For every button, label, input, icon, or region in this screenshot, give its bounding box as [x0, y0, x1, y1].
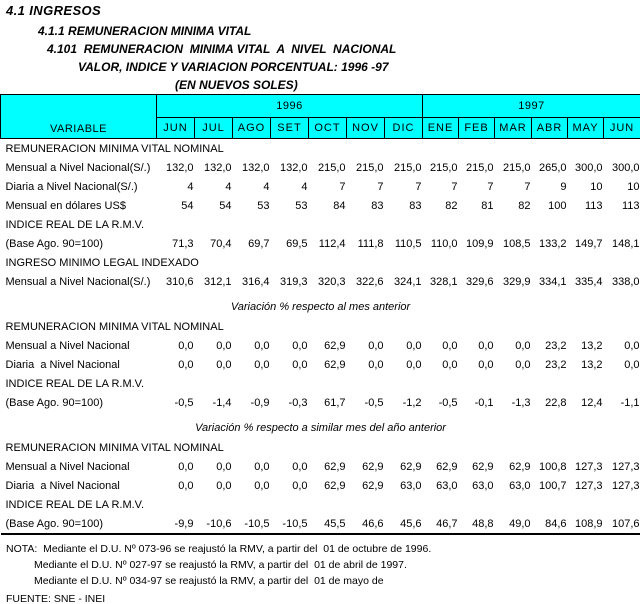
cell-value: 100: [548, 199, 567, 212]
fuente-line: FUENTE: SNE - INEI: [6, 593, 106, 604]
cell-value: -1,4: [212, 396, 232, 409]
cell-value: 0,0: [216, 339, 232, 352]
cell-value: 63,0: [509, 479, 531, 492]
cell-value: 7: [451, 180, 458, 193]
cell-value: 45,6: [385, 514, 423, 534]
table-row-data: [1, 158, 640, 177]
month-header-1996-ago: AGO: [233, 118, 271, 139]
row-label: Mensual a Nivel Nacional(S/.): [5, 161, 151, 174]
cell-value: 9: [560, 180, 567, 193]
table-row-data: [1, 272, 640, 291]
section-label: REMUNERACION MINIMA VITAL NOMINAL: [5, 142, 224, 155]
cell-value: 7: [377, 180, 384, 193]
table-header: [1, 95, 640, 139]
cell-value: -10,5: [271, 514, 309, 534]
cell-value: 46,6: [347, 514, 385, 534]
cell-value: 62,9: [472, 460, 494, 473]
month-header-1997-may: MAY: [568, 118, 604, 139]
cell-value: 4: [225, 180, 232, 193]
row-label: Diaria a Nivel Nacional: [5, 358, 120, 371]
cell-value: 329,6: [466, 275, 494, 288]
table-row-section: [1, 438, 640, 457]
cell-value: 113: [622, 199, 640, 212]
cell-value: -0,5: [174, 396, 194, 409]
cell-value: 54: [219, 199, 232, 212]
cell-value: 0,0: [292, 339, 308, 352]
cell-value: 7: [339, 180, 346, 193]
row-label: Diaria a Nivel Nacional(S/.): [5, 180, 138, 193]
section-label: INDICE REAL DE LA R.M.V.: [5, 498, 145, 511]
cell-value: 133,2: [539, 237, 567, 250]
cell-value: 109,9: [466, 237, 494, 250]
row-label: Mensual a Nivel Nacional: [5, 339, 130, 352]
cell-value: 7: [524, 180, 531, 193]
cell-value: 13,2: [581, 339, 603, 352]
note-line: [6, 541, 640, 557]
cell-value: 48,8: [459, 514, 495, 534]
cell-value: 81: [481, 199, 494, 212]
cell-value: 0,0: [368, 339, 384, 352]
table-row-section: [1, 253, 640, 272]
cell-value: 4: [301, 180, 308, 193]
cell-value: 0,0: [254, 339, 270, 352]
cell-value: 215,0: [430, 161, 458, 174]
cell-value: 0,0: [515, 339, 531, 352]
cell-value: -0,1: [474, 396, 494, 409]
section-label: INDICE REAL DE LA R.M.V.: [5, 218, 145, 231]
table-row-section: [1, 495, 640, 514]
cell-value: 7: [487, 180, 494, 193]
cell-value: 112,4: [318, 237, 346, 250]
cell-value: 70,4: [210, 237, 232, 250]
month-header-1996-set: SET: [271, 118, 309, 139]
cell-value: 329,9: [503, 275, 531, 288]
title-block: [0, 0, 640, 94]
table-row-section: [1, 215, 640, 234]
row-label: Mensual a Nivel Nacional(S/.): [5, 275, 151, 288]
cell-value: 0,0: [442, 339, 458, 352]
row-label: Mensual a Nivel Nacional: [5, 460, 130, 473]
cell-value: 324,1: [394, 275, 422, 288]
table-row-section: [1, 374, 640, 393]
year-header-1997: 1997: [423, 95, 640, 118]
cell-value: 335,4: [575, 275, 603, 288]
cell-value: -0,9: [250, 396, 270, 409]
table-row-subtitle: [1, 418, 640, 438]
table-row-data: [1, 514, 640, 534]
cell-value: 0,0: [178, 479, 194, 492]
table-row-data: [1, 234, 640, 253]
cell-value: 100,7: [539, 479, 567, 492]
cell-value: 107,6: [604, 514, 640, 534]
table-row-subtitle: [1, 297, 640, 317]
cell-value: 108,5: [503, 237, 531, 250]
nota-label: NOTA:: [6, 543, 38, 555]
cell-value: 63,0: [472, 479, 494, 492]
note-line: Mediante el D.U. Nº 027-97 se reajustó la RMV, a partir del 01 de abril de 1997.: [34, 559, 407, 571]
cell-value: 0,0: [478, 358, 494, 371]
cell-value: 62,9: [362, 460, 384, 473]
row-label: (Base Ago. 90=100): [1, 514, 157, 534]
cell-value: 0,0: [624, 339, 640, 352]
cell-value: 12,4: [581, 396, 603, 409]
cell-value: 23,2: [545, 339, 567, 352]
cell-value: 0,0: [254, 358, 270, 371]
cell-value: 265,0: [539, 161, 567, 174]
cell-value: 63,0: [436, 479, 458, 492]
cell-value: 62,9: [362, 479, 384, 492]
cell-value: 0,0: [292, 479, 308, 492]
cell-value: 62,9: [324, 479, 346, 492]
cell-value: 0,0: [624, 358, 640, 371]
variation-subtitle: Variación % respecto al mes anterior: [230, 301, 411, 313]
row-label: (Base Ago. 90=100): [5, 237, 104, 250]
table-description: VALOR, INDICE Y VARIACION PORCENTUAL: 1996 -97: [78, 60, 389, 74]
cell-value: 71,3: [172, 237, 194, 250]
table-row-data: [1, 196, 640, 215]
section-label: INDICE REAL DE LA R.M.V.: [5, 377, 145, 390]
cell-value: 312,1: [203, 275, 232, 288]
section-number-title: 4.1 INGRESOS: [6, 3, 102, 18]
cell-value: 46,7: [423, 514, 459, 534]
variable-column-header: VARIABLE: [1, 95, 157, 139]
cell-value: -1,1: [620, 396, 640, 409]
section-label: REMUNERACION MINIMA VITAL NOMINAL: [5, 441, 224, 454]
subsection-title: 4.1.1 REMUNERACION MINIMA VITAL: [38, 24, 252, 38]
cell-value: 54: [181, 199, 194, 212]
cell-value: 127,3: [612, 460, 640, 473]
cell-value: 215,0: [466, 161, 494, 174]
cell-value: 0,0: [478, 339, 494, 352]
cell-value: 10: [590, 180, 603, 193]
cell-value: 0,0: [292, 358, 308, 371]
cell-value: 82: [445, 199, 458, 212]
cell-value: 61,7: [324, 396, 346, 409]
cell-value: 63,0: [400, 479, 422, 492]
year-header-row: [1, 95, 640, 118]
cell-value: 132,0: [203, 161, 232, 174]
cell-value: 110,0: [430, 237, 458, 250]
month-header-1997-mar: MAR: [495, 118, 532, 139]
cell-value: 0,0: [216, 358, 232, 371]
cell-value: 319,3: [279, 275, 308, 288]
cell-value: 215,0: [355, 161, 384, 174]
month-header-1996-oct: OCT: [309, 118, 347, 139]
cell-value: 0,0: [254, 460, 270, 473]
cell-value: -0,5: [364, 396, 384, 409]
cell-value: 62,9: [509, 460, 531, 473]
cell-value: 300,0: [575, 161, 603, 174]
cell-value: 13,2: [581, 358, 603, 371]
cell-value: 310,6: [165, 275, 194, 288]
row-label: (Base Ago. 90=100): [5, 396, 104, 409]
cell-value: 0,0: [216, 479, 232, 492]
cell-value: -10,6: [195, 514, 233, 534]
rmv-table: [0, 94, 640, 535]
cell-value: 4: [263, 180, 270, 193]
cell-value: 215,0: [317, 161, 346, 174]
cell-value: 132,0: [241, 161, 270, 174]
cell-value: 316,4: [241, 275, 270, 288]
cell-value: 53: [257, 199, 270, 212]
cell-value: 0,0: [442, 358, 458, 371]
cell-value: 82: [518, 199, 531, 212]
cell-value: 0,0: [216, 460, 232, 473]
cell-value: 0,0: [178, 460, 194, 473]
table-row-section: [1, 139, 640, 159]
cell-value: 62,9: [324, 339, 346, 352]
cell-value: 334,1: [539, 275, 567, 288]
section-label: REMUNERACION MINIMA VITAL NOMINAL: [5, 320, 224, 333]
cell-value: 108,9: [568, 514, 604, 534]
cell-value: 322,6: [355, 275, 384, 288]
cell-value: 62,9: [436, 460, 458, 473]
cell-value: 0,0: [292, 460, 308, 473]
month-header-1996-jul: JUL: [195, 118, 233, 139]
notes-block: [0, 541, 640, 604]
cell-value: 62,9: [324, 358, 346, 371]
cell-value: 127,3: [575, 460, 603, 473]
note-text: Mediante el D.U. Nº 073-96 se reajustó la RMV, a partir del 01 de octubre de 1996.: [43, 543, 432, 555]
cell-value: -1,3: [511, 396, 531, 409]
month-header-1996-dic: DIC: [385, 118, 423, 139]
row-label: Diaria a Nivel Nacional: [5, 479, 120, 492]
cell-value: -0,3: [288, 396, 308, 409]
cell-value: 53: [295, 199, 308, 212]
cell-value: 0,0: [178, 358, 194, 371]
cell-value: 62,9: [324, 460, 346, 473]
cell-value: 127,3: [612, 479, 640, 492]
cell-value: 4: [187, 180, 194, 193]
cell-value: -0,5: [438, 396, 458, 409]
table-row-data: [1, 177, 640, 196]
note-line: Mediante el D.U. Nº 034-97 se reajustó la RMV, a partir del 01 de mayo de: [34, 575, 384, 587]
cell-value: 320,3: [317, 275, 346, 288]
month-header-1997-ene: ENE: [423, 118, 459, 139]
cell-value: 149,7: [575, 237, 603, 250]
month-header-1996-nov: NOV: [347, 118, 385, 139]
row-label: Mensual en dólares US$: [5, 199, 126, 212]
cell-value: -9,9: [157, 514, 195, 534]
table-number-title: 4.101 REMUNERACION MINIMA VITAL A NIVEL NACIONAL: [47, 42, 397, 56]
cell-value: 0,0: [515, 358, 531, 371]
cell-value: 69,7: [248, 237, 270, 250]
cell-value: 132,0: [279, 161, 308, 174]
cell-value: 127,3: [575, 479, 603, 492]
month-header-1997-feb: FEB: [459, 118, 495, 139]
cell-value: 45,5: [309, 514, 347, 534]
cell-value: 84: [333, 199, 346, 212]
month-header-1996-jun: JUN: [157, 118, 195, 139]
table-row-section: [1, 317, 640, 336]
cell-value: 10: [627, 180, 640, 193]
cell-value: 300,0: [612, 161, 640, 174]
cell-value: 84,6: [532, 514, 568, 534]
table-row-data: [1, 355, 640, 374]
cell-value: -10,5: [233, 514, 271, 534]
table-body: [1, 139, 640, 535]
cell-value: 113: [584, 199, 603, 212]
cell-value: 215,0: [503, 161, 531, 174]
cell-value: 338,0: [612, 275, 640, 288]
cell-value: 83: [409, 199, 422, 212]
cell-value: 83: [371, 199, 384, 212]
variation-subtitle: Variación % respecto a similar mes del año anterior: [195, 422, 446, 434]
table-row-data: [1, 476, 640, 495]
cell-value: 23,2: [545, 358, 567, 371]
cell-value: 0,0: [406, 358, 422, 371]
cell-value: 0,0: [254, 479, 270, 492]
cell-value: 7: [415, 180, 422, 193]
year-header-1996: 1996: [157, 95, 423, 118]
cell-value: 148,1: [612, 237, 640, 250]
cell-value: 49,0: [495, 514, 532, 534]
cell-value: 0,0: [368, 358, 384, 371]
cell-value: 328,1: [430, 275, 458, 288]
cell-value: 111,8: [357, 237, 384, 250]
month-header-1997-jun: JUN: [604, 118, 640, 139]
cell-value: 215,0: [394, 161, 422, 174]
section-label: INGRESO MINIMO LEGAL INDEXADO: [5, 256, 199, 269]
cell-value: 0,0: [178, 339, 194, 352]
units-subtitle: (EN NUEVOS SOLES): [175, 78, 298, 92]
month-header-1997-abr: ABR: [532, 118, 568, 139]
table-row-data: [1, 393, 640, 412]
cell-value: 100,8: [539, 460, 567, 473]
cell-value: 62,9: [400, 460, 422, 473]
table-row-data: [1, 457, 640, 476]
cell-value: 22,8: [545, 396, 567, 409]
cell-value: -1,2: [402, 396, 422, 409]
cell-value: 69,5: [286, 237, 308, 250]
cell-value: 0,0: [406, 339, 422, 352]
table-row-data: [1, 336, 640, 355]
cell-value: 132,0: [165, 161, 194, 174]
cell-value: 110,5: [394, 237, 422, 250]
